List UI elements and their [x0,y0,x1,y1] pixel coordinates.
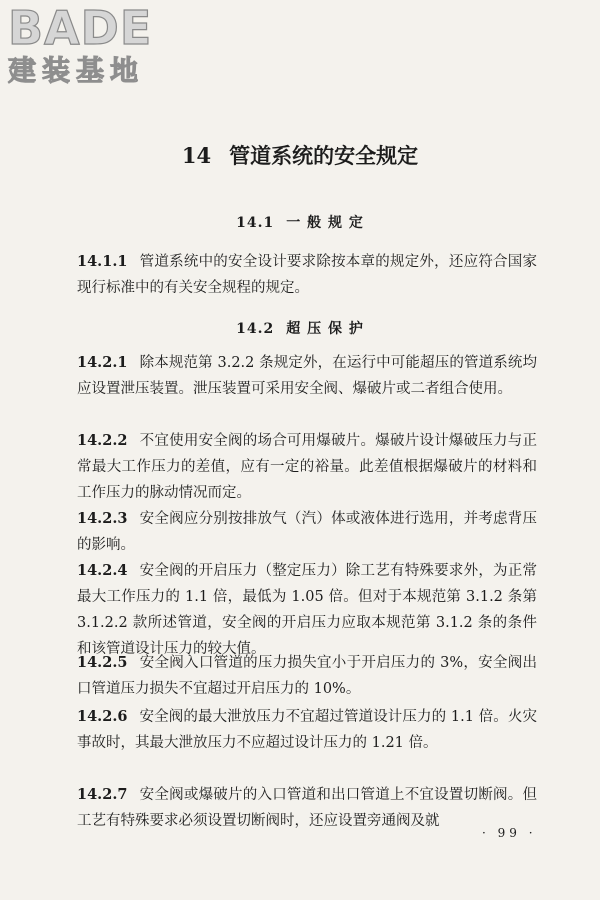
clause-text: 管道系统中的安全设计要求除按本章的规定外，还应符合国家现行标准中的有关安全规程的规定。 [77,254,537,296]
section-number: 14.2 [236,321,275,337]
section-title: 超 压 保 护 [286,321,364,337]
page-number: · 99 · [482,826,537,840]
logo-tagline: 建装基地 [8,54,145,87]
clause-id: 14.2.3 [77,510,128,527]
clause-14-2-3 [77,506,537,558]
clause-id: 14.2.5 [77,654,128,671]
clause-text: 安全阀入口管道的压力损失宜小于开启压力的 3%，安全阀出口管道压力损失不宜超过开启压力的 10%。 [77,655,537,697]
clause-text: 不宜使用安全阀的场合可用爆破片。爆破片设计爆破压力与正常最大工作压力的差值，应有一定的裕量。此差值根据爆破片的材料和工作压力的脉动情况而定。 [77,433,537,501]
clause-text: 除本规范第 3.2.2 条规定外，在运行中可能超压的管道系统均应设置泄压装置。泄压装置可采用安全阀、爆破片或二者组合使用。 [77,355,537,397]
clause-14-2-2 [77,428,537,506]
chapter-title: 管道系统的安全规定 [229,143,419,168]
clause-id: 14.2.7 [77,786,128,803]
clause-14-2-4 [77,558,537,662]
clause-id: 14.1.1 [77,253,128,270]
watermark-logo [8,1,178,90]
clause-14-2-7 [77,782,537,834]
clause-14-2-1 [77,350,537,402]
clause-id: 14.2.2 [77,432,128,449]
clause-text: 安全阀的最大泄放压力不宜超过管道设计压力的 1.1 倍。火灾事故时，其最大泄放压力不应超过设计压力的 1.21 倍。 [77,709,537,751]
clause-text: 安全阀应分别按排放气（汽）体或液体进行选用，并考虑背压的影响。 [77,511,537,553]
chapter-heading [0,140,600,170]
section-heading-overpressure [0,318,600,338]
clause-text: 安全阀的开启压力（整定压力）除工艺有特殊要求外，为正常最大工作压力的 1.1 倍，最低为 1.05 倍。但对于本规范第 3.1.2 条第 3.1.2.2 款所述管道，安全阀的开启压力应取本规范第 3.1.2 条的条件和该管道设计压力的较大值。 [77,563,537,657]
clause-id: 14.2.6 [77,708,128,725]
clause-14-2-5 [77,650,537,702]
section-title: 一 般 规 定 [286,215,364,231]
section-number: 14.1 [236,215,275,231]
clause-14-2-6 [77,704,537,756]
chapter-number: 14 [181,143,212,168]
clause-text: 安全阀或爆破片的入口管道和出口管道上不宜设置切断阀。但工艺有特殊要求必须设置切断阀时，还应设置旁通阀及就 [77,787,537,829]
clause-id: 14.2.1 [77,354,128,371]
section-heading-general [0,212,600,232]
logo-brand: BADE [8,1,153,55]
clause-id: 14.2.4 [77,562,128,579]
clause-14-1-1 [77,249,537,301]
